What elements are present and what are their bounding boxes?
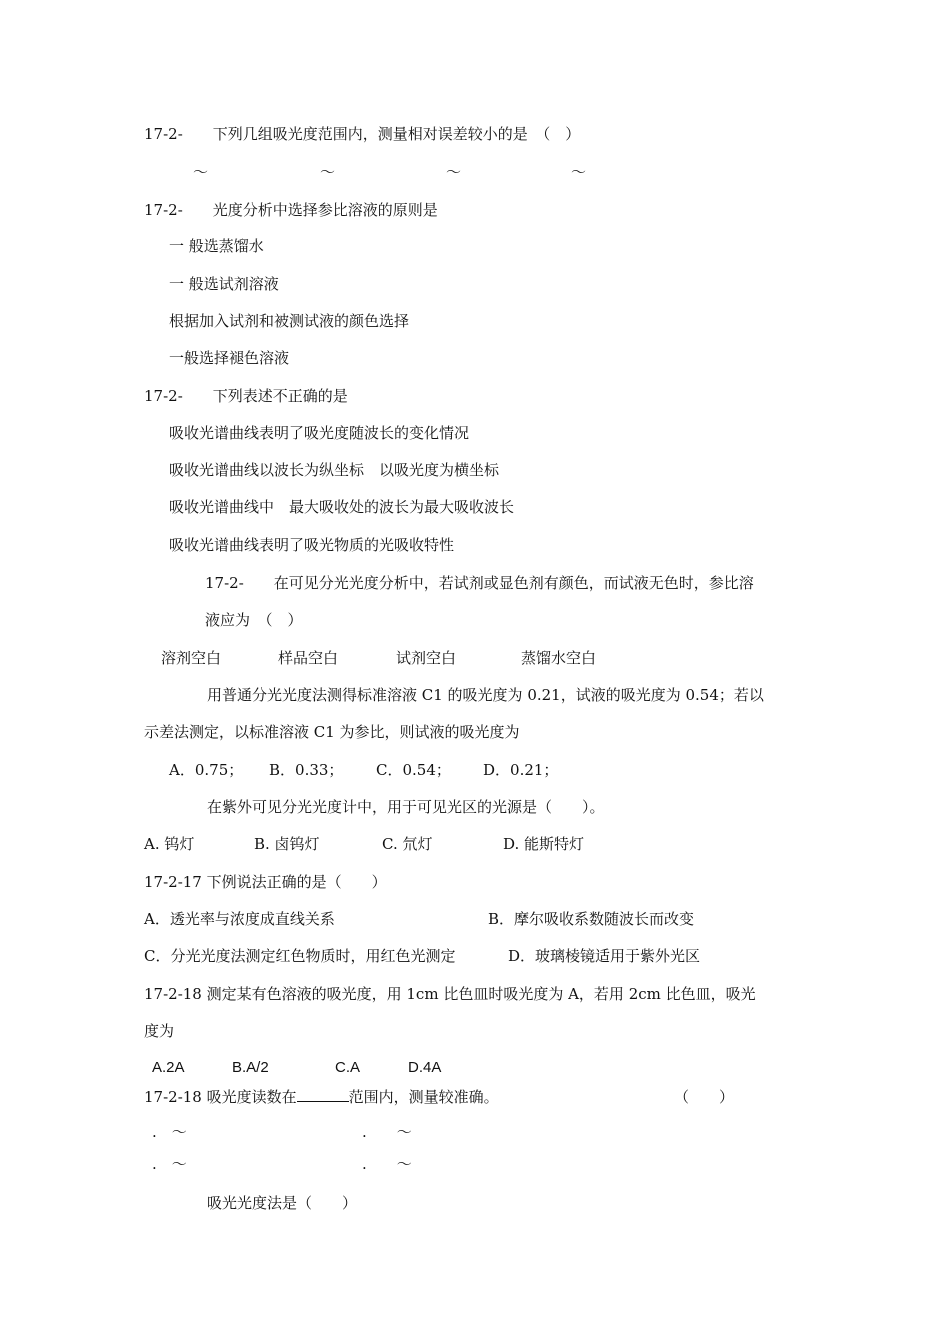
- question-4-option: 样品空白: [278, 649, 339, 667]
- question-8-option: A.2A: [152, 1059, 185, 1076]
- question-5-option: C．0.54；: [376, 761, 451, 779]
- answer-parentheses: （ ）: [674, 1088, 735, 1106]
- question-5-option: A．0.75；: [169, 761, 244, 779]
- question-5-option: B．0.33；: [269, 761, 344, 779]
- question-7-option: C．分光光度法测定红色物质时，用红色光测定: [144, 947, 456, 965]
- question-5-stem-continued: 示差法测定，以标准溶液 C1 为参比，则试液的吸光度为: [144, 723, 520, 741]
- question-10-stem: 吸光光度法是（ ）: [207, 1194, 358, 1212]
- question-4-stem-continued: 液应为 （ ）: [205, 611, 303, 629]
- question-8-option: C.A: [335, 1059, 361, 1076]
- question-9-option: . ～: [362, 1155, 412, 1173]
- question-4-option: 溶剂空白: [161, 649, 222, 667]
- option-range-tilde: ～: [446, 163, 462, 181]
- question-7-option: D．玻璃棱镜适用于紫外光区: [508, 947, 701, 965]
- question-4-option: 蒸馏水空白: [521, 649, 597, 667]
- option-range-tilde: ～: [193, 163, 209, 181]
- question-9-option: . ～: [362, 1123, 412, 1141]
- question-6-option: B. 卤钨灯: [254, 835, 320, 853]
- question-6-option: C. 氘灯: [382, 835, 433, 853]
- option-range-tilde: ～: [320, 163, 336, 181]
- question-8-option: D.4A: [408, 1059, 442, 1076]
- question-2-option: 一 般选蒸馏水: [169, 237, 264, 255]
- question-7-stem: 17-2-17 下例说法正确的是（ ）: [144, 873, 387, 891]
- question-6-option: D. 能斯特灯: [503, 835, 585, 853]
- question-8-stem: 17-2-18 测定某有色溶液的吸光度，用 1cm 比色皿时吸光度为 A，若用 2cm 比色皿，吸光: [144, 985, 756, 1003]
- question-7-option: A．透光率与浓度成直线关系: [144, 910, 335, 928]
- question-1-stem: 17-2- 下列几组吸光度范围内，测量相对误差较小的是 （ ）: [144, 125, 581, 143]
- question-9-option: . ～: [152, 1123, 187, 1141]
- question-7-option: B．摩尔吸收系数随波长而改变: [488, 910, 695, 928]
- question-8-stem-continued: 度为: [144, 1022, 175, 1040]
- question-9-stem-after: 范围内，测量较准确。: [348, 1088, 499, 1106]
- question-3-option: 吸收光谱曲线表明了吸光物质的光吸收特性: [169, 536, 455, 554]
- question-5-option: D．0.21；: [483, 761, 559, 779]
- question-5-stem: 用普通分光光度法测得标准溶液 C1 的吸光度为 0.21，试液的吸光度为 0.54；若以: [207, 686, 764, 704]
- question-3-stem: 17-2- 下列表述不正确的是: [144, 387, 348, 405]
- question-9-option: . ～: [152, 1155, 187, 1173]
- question-4-stem: 17-2- 在可见分光光度分析中，若试剂或显色剂有颜色，而试液无色时，参比溶: [205, 574, 754, 592]
- question-3-option: 吸收光谱曲线表明了吸光度随波长的变化情况: [169, 424, 470, 442]
- question-3-option: 吸收光谱曲线中 最大吸收处的波长为最大吸收波长: [169, 498, 515, 516]
- question-6-stem: 在紫外可见分光光度计中，用于可见光区的光源是（ ）。: [207, 798, 605, 816]
- question-4-option: 试剂空白: [396, 649, 457, 667]
- question-6-option: A. 钨灯: [144, 835, 195, 853]
- option-range-tilde: ～: [571, 163, 587, 181]
- fill-in-blank: [297, 1087, 349, 1102]
- question-2-option: 根据加入试剂和被测试液的颜色选择: [169, 312, 410, 330]
- question-9-stem-before: 17-2-18 吸光度读数在: [144, 1088, 297, 1106]
- question-2-option: 一般选择褪色溶液: [169, 349, 290, 367]
- question-2-stem: 17-2- 光度分析中选择参比溶液的原则是: [144, 201, 438, 219]
- question-8-option: B.A/2: [232, 1059, 269, 1076]
- question-3-option: 吸收光谱曲线以波长为纵坐标 以吸光度为横坐标: [169, 461, 500, 479]
- question-9-stem: [144, 1087, 499, 1107]
- question-2-option: 一 般选试剂溶液: [169, 275, 279, 293]
